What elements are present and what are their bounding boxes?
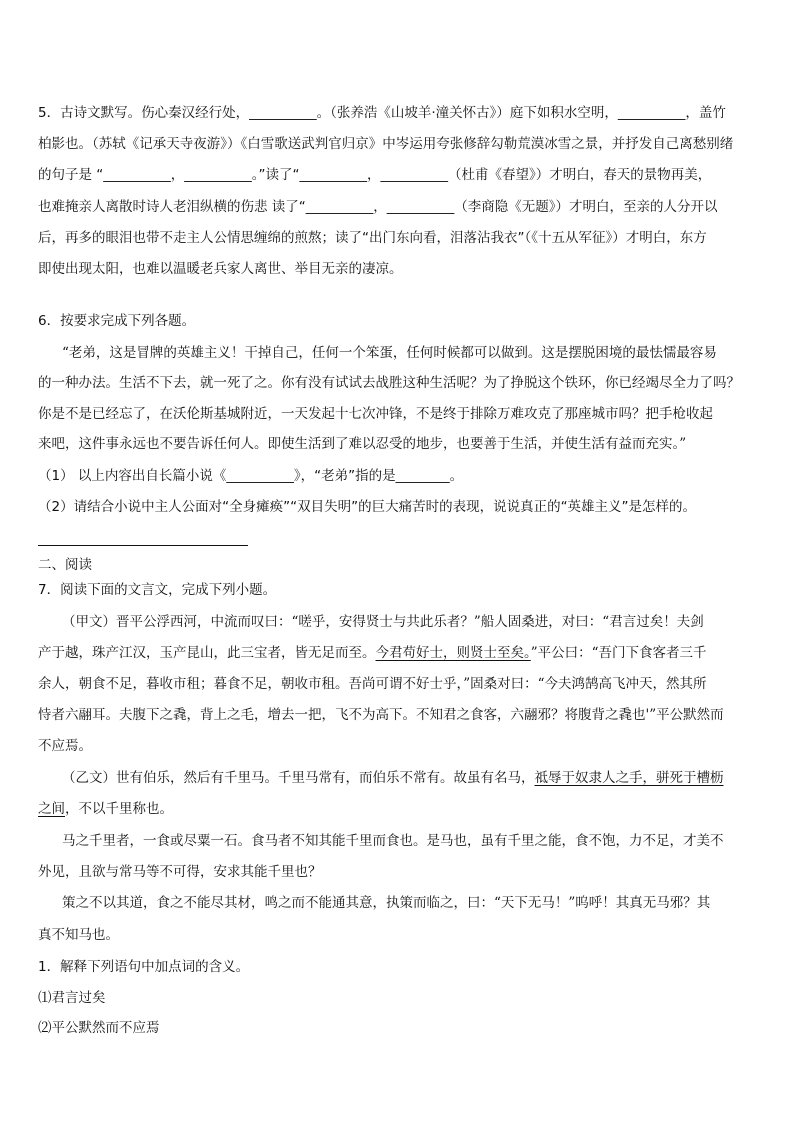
q6-passage-line-4: 来吧，这件事永远也不要告诉任何人。即使生活到了难以忍受的地步，也要善于生活，并使生活有益而充实。” <box>38 436 687 452</box>
yi-line-2 <box>38 799 758 819</box>
jia-line-4: 恃者六翮耳。夫腹下之毳，背上之毛，增去一把，飞不为高下。不知君之食客，六翮邪？将腹背之毳也'”平公默然而 <box>38 707 724 723</box>
yi-line-2-tail: ，不以千里称也。 <box>65 801 173 817</box>
section-title: 二、阅读 <box>38 557 92 573</box>
jia-line-5: 不应焉。 <box>38 738 92 754</box>
divider-line <box>38 545 248 546</box>
q5-line-3: 的句子是 “__________，__________。”读了“__________，__________（杜甫《春望》）才明白，春天的景物再美， <box>38 167 712 183</box>
q5-line-6: 即使出现太阳，也难以温暖老兵家人离世、举目无亲的凄凉。 <box>38 261 403 277</box>
q6-sub-question-2: （2）请结合小说中主人公面对“全身瘫痪”“双目失明”的巨大痛苦时的表现，说说真正的“英雄主义”是怎样的。 <box>38 499 697 515</box>
q5-line-5: 后，再多的眼泪也带不走主人公情思缠绵的煎熬；读了“出门东向看，泪落沾我衣”（《十五从军征》）才明白，东方 <box>38 230 707 246</box>
q6-passage-line-1: “老弟，这是冒牌的英雄主义！干掉自己，任何一个笨蛋，任何时候都可以做到。这是摆脱困境的最怯懦最容易 <box>62 345 717 361</box>
yi-line-1-text: （乙文）世有伯乐，然后有千里马。千里马常有，而伯乐不常有。故虽有名马， <box>62 770 535 786</box>
sub-question-1-title: 1．解释下列语句中加点词的含义。 <box>38 959 250 975</box>
yi-para-2-line-1: 马之千里者，一食或尽粟一石。食马者不知其能千里而食也。是马也，虽有千里之能，食不饱，力不足，才美不 <box>62 833 724 849</box>
yi-para-3-line-2: 真不知马也。 <box>38 927 119 943</box>
q7-title: 7．阅读下面的文言文，完成下列小题。 <box>38 582 277 598</box>
jia-line-3: 余人，朝食不足，暮收市租；暮食不足，朝收市租。吾尚可谓不好士乎，”固桑对曰：“今夫鸿鹄高飞冲天，然其所 <box>38 676 707 692</box>
sub-question-1-item-1: ⑴君言过矣 <box>38 990 106 1006</box>
q6-sub-question-1: （1） 以上内容出自长篇小说《__________》，“老弟”指的是________。 <box>38 468 464 484</box>
jia-line-1: （甲文）晋平公浮西河，中流而叹曰：“嗟乎，安得贤士与共此乐者？”船人固桑进，对曰：“君言过矣！夫剑 <box>62 614 704 630</box>
jia-line-2-text: 产于越，珠产江汉，玉产昆山，此三宝者，皆无足而至。 <box>38 645 376 661</box>
q5-line-2: 柏影也。（苏轼《记承天寺夜游》）《白雪歌送武判官归京》中岑运用夸张修辞勾勒荒漠冰雪之景，并抒发自己离愁别绪 <box>38 136 734 152</box>
q5-line-4: 也难掩亲人离散时诗人老泪纵横的伤悲 读了“__________，__________（李商隐《无题》）才明白，至亲的人分开以 <box>38 199 718 215</box>
jia-line-2 <box>38 643 758 663</box>
yi-underlined-sentence: 祗辱于奴隶人之手，骈死于槽枥 <box>534 770 724 786</box>
sub-question-1-item-2: ⑵平公默然而不应焉 <box>38 1020 160 1036</box>
q5-line-1: 5．古诗文默写。伤心秦汉经行处，__________。（张养浩《山坡羊·潼关怀古》）庭下如积水空明，__________，盖竹 <box>38 105 726 121</box>
yi-para-2-line-2: 外见，且欲与常马等不可得，安求其能千里也？ <box>38 864 322 880</box>
yi-line-1 <box>62 768 782 788</box>
q6-title: 6．按要求完成下列各题。 <box>38 313 196 329</box>
yi-para-3-line-1: 策之不以其道，食之不能尽其材，鸣之而不能通其意，执策而临之，曰：“天下无马！”呜呼！其真无马邪？其 <box>62 895 711 911</box>
q6-passage-line-2: 的一种办法。生活不下去，就一死了之。你有没有试试去战胜这种生活呢？为了挣脱这个铁环，你已经竭尽全力了吗？ <box>38 375 740 391</box>
jia-line-2-tail: ”平公曰：“吾门下食客者三千 <box>530 645 707 661</box>
q6-passage-line-3: 你是不是已经忘了，在沃伦斯基城附近，一天发起十七次冲锋，不是终于排除万难攻克了那座城市吗？把手枪收起 <box>38 406 713 422</box>
yi-underlined-sentence-end: 之间 <box>38 801 65 817</box>
jia-underlined-sentence: 今君苟好士，则贤士至矣。 <box>375 645 531 661</box>
